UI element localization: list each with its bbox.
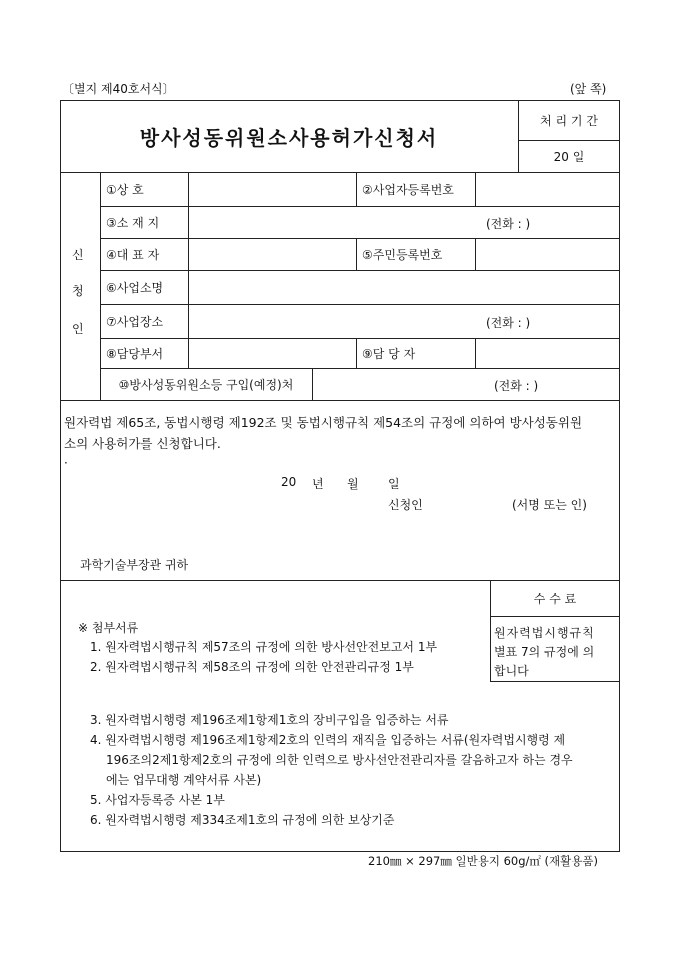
fee-text-line-1: 원자력법시행규칙 xyxy=(494,626,595,640)
address-field[interactable] xyxy=(188,206,478,238)
trade-name-field[interactable] xyxy=(188,172,356,206)
applicant-sign-label: 신청인 xyxy=(388,498,423,512)
attachment-item-4-cont-2: 에는 업무대행 계약서류 사본) xyxy=(106,773,262,787)
fee-text-line-2: 별표 7의 규정에 의 xyxy=(494,645,595,659)
attachment-item-6: 6. 원자력법시행령 제334조제1호의 규정에 의한 보상기준 xyxy=(90,813,395,827)
applicant-side-label-1: 신 xyxy=(72,248,84,262)
applicant-side-label-3: 인 xyxy=(72,322,84,336)
processing-period-label: 처 리 기 간 xyxy=(540,113,598,128)
dept-field[interactable] xyxy=(188,338,356,368)
declaration-mark: · xyxy=(64,456,68,470)
trade-name-label: ①상 호 xyxy=(106,182,144,197)
person-field[interactable] xyxy=(475,338,620,368)
purchase-from-label: ⑩방사성동위원소등 구입(예정)처 xyxy=(118,377,294,392)
fee-text-line-3: 합니다 xyxy=(494,664,529,678)
business-name-field[interactable] xyxy=(188,270,620,304)
paper-spec: 210㎜ × 297㎜ 일반용지 60g/㎡ (재활용품) xyxy=(368,854,598,868)
fee-label: 수 수 료 xyxy=(533,591,577,606)
addressee: 과학기술부장관 귀하 xyxy=(80,558,189,572)
resident-no-label: ⑤주민등록번호 xyxy=(362,247,443,262)
address-phone: (전화 : ) xyxy=(486,217,531,231)
business-place-field[interactable] xyxy=(188,304,478,338)
sign-or-seal-label: (서명 또는 인) xyxy=(512,498,587,512)
business-place-phone: (전화 : ) xyxy=(486,316,531,330)
purchase-from-phone: (전화 : ) xyxy=(494,379,539,393)
attachment-item-4: 4. 원자력법시행령 제196조제1항제2호의 인력의 재직을 입증하는 서류(원자력법시행령 제 xyxy=(90,733,566,747)
date-year-unit: 년 xyxy=(312,477,324,491)
dept-label: ⑧담당부서 xyxy=(106,346,164,361)
biz-reg-no-field[interactable] xyxy=(475,172,620,206)
business-name-label: ⑥사업소명 xyxy=(106,280,164,295)
attachments-heading: ※ 첨부서류 xyxy=(78,621,139,635)
date-day-unit: 일 xyxy=(388,477,400,491)
representative-label: ④대 표 자 xyxy=(106,247,160,262)
resident-no-field[interactable] xyxy=(475,238,620,270)
attachment-item-1: 1. 원자력법시행규칙 제57조의 규정에 의한 방사선안전보고서 1부 xyxy=(90,640,438,654)
attachment-item-3: 3. 원자력법시행령 제196조제1항제1호의 장비구입을 입증하는 서류 xyxy=(90,713,449,727)
attachment-item-4-cont-1: 196조의2제1항제2호의 규정에 의한 인력으로 방사선안전관리자를 갈음하고자 하는 경우 xyxy=(106,753,573,767)
processing-period-value: 20 일 xyxy=(553,149,585,164)
business-place-label: ⑦사업장소 xyxy=(106,314,164,329)
form-number: 〔별지 제40호서식〕 xyxy=(62,82,175,96)
declaration-text xyxy=(64,412,616,454)
fee-text xyxy=(494,624,595,681)
attachment-item-2: 2. 원자력법시행규칙 제58조의 규정에 의한 안전관리규정 1부 xyxy=(90,660,414,674)
declaration-line-2: 소의 사용허가를 신청합니다. xyxy=(64,436,221,451)
declaration-line-1: 원자력법 제65조, 동법시행령 제192조 및 동법시행규칙 제54조의 규정에 의하여 방사성동위원 xyxy=(64,415,583,430)
representative-field[interactable] xyxy=(188,238,356,270)
purchase-from-field[interactable] xyxy=(312,368,492,400)
date-month-unit: 월 xyxy=(347,477,359,491)
page-side-label: (앞 쪽) xyxy=(570,82,607,96)
form-title: 방사성동위원소사용허가신청서 xyxy=(139,125,439,150)
applicant-side-label-2: 청 xyxy=(72,284,84,298)
address-label: ③소 재 지 xyxy=(106,215,160,230)
date-year: 20 xyxy=(281,475,297,489)
person-label: ⑨담 당 자 xyxy=(362,346,416,361)
biz-reg-no-label: ②사업자등록번호 xyxy=(362,182,454,197)
attachment-item-5: 5. 사업자등록증 사본 1부 xyxy=(90,793,225,807)
